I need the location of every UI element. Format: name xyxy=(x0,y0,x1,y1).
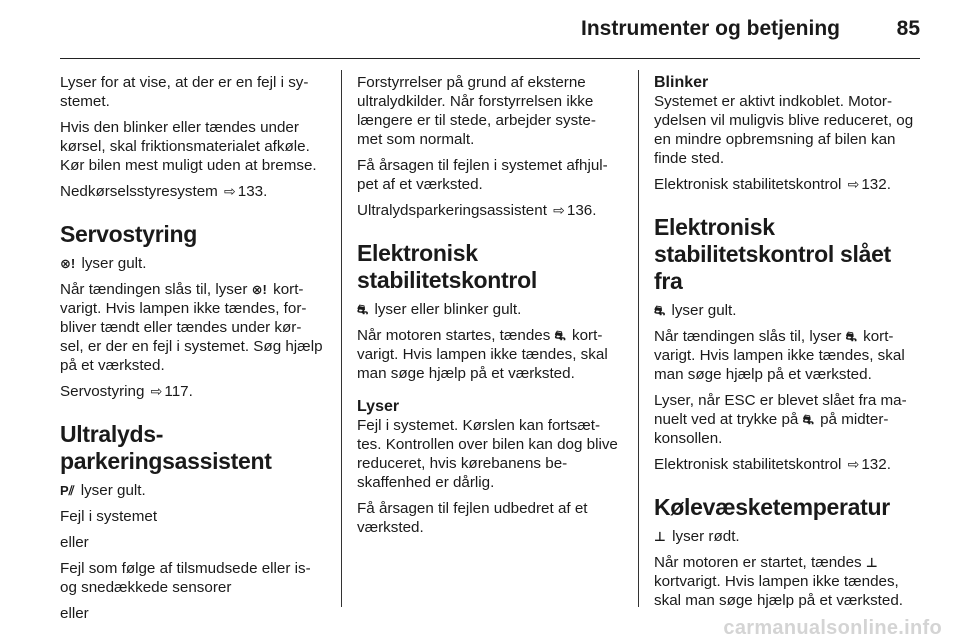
column-divider xyxy=(638,70,639,607)
subsection-heading: Lyser xyxy=(357,398,400,415)
reference-page: 132. xyxy=(861,456,891,473)
section-heading: Ultralyds- parkeringsassistent xyxy=(60,421,272,474)
esc-off-icon: ⛐ xyxy=(845,329,857,344)
esc-icon: ⛐ xyxy=(357,302,369,317)
power-steering-warning-icon: ⊗! xyxy=(251,282,267,297)
cross-reference[interactable] xyxy=(60,182,328,201)
reference-page: 136. xyxy=(566,202,597,219)
paragraph: Når motoren startes, tændes ⛐ kort- varigt. Hvis lampen ikke tændes, skal man søge hjælp på et værksted. xyxy=(357,327,608,382)
esc-icon: ⛐ xyxy=(554,328,566,343)
cross-reference[interactable] xyxy=(60,382,328,401)
reference-page: 132. xyxy=(861,176,891,193)
section-heading: Kølevæsketemperatur xyxy=(654,494,890,520)
indicator-line xyxy=(357,300,625,319)
page-number: 85 xyxy=(896,17,920,40)
coolant-temperature-icon: ⊥ xyxy=(654,529,666,544)
subsection-heading: Blinker xyxy=(654,74,709,91)
paragraph: eller xyxy=(60,534,89,551)
paragraph: Få årsagen til fejlen udbedret af et værksted. xyxy=(357,500,588,536)
paragraph: eller xyxy=(60,605,89,622)
column-left xyxy=(60,73,328,630)
parking-assist-icon: P⫽ xyxy=(60,483,75,498)
chapter-title: Instrumenter og betjening xyxy=(580,17,840,40)
cross-reference[interactable] xyxy=(357,201,625,220)
paragraph: Når tændingen slås til, lyser ⊗! kort- varigt. Hvis lampen ikke tændes, for- bliver tændt eller tændes under kør- sel, er der en fejl i systemet. Søg hjælp på et værksted. xyxy=(60,281,323,374)
paragraph: Hvis den blinker eller tændes under kørsel, skal friktionsmaterialet afkøle. Kør bilen mest muligt uden at bremse. xyxy=(60,119,317,174)
reference-label: Elektronisk stabilitetskontrol xyxy=(654,456,842,473)
column-right xyxy=(654,73,922,617)
esc-off-icon: ⛐ xyxy=(802,412,814,427)
paragraph: Lyser for at vise, at der er en fejl i sy- stemet. xyxy=(60,74,309,110)
coolant-temperature-icon: ⊥ xyxy=(865,555,878,570)
paragraph: Når motoren er startet, tændes ⊥ kortvarigt. Hvis lampen ikke tændes, skal man søge hjælp på et værksted. xyxy=(654,554,904,609)
section-heading: Elektronisk stabilitetskontrol slået fra xyxy=(654,214,891,294)
paragraph: Fejl som følge af tilsmudsede eller is- og snedækkede sensorer xyxy=(60,560,311,596)
indicator-line xyxy=(654,527,922,546)
indicator-line xyxy=(60,254,328,273)
indicator-status: lyser gult. xyxy=(671,302,737,319)
paragraph: Når tændingen slås til, lyser ⛐ kort- varigt. Hvis lampen ikke tændes, skal man søge hjælp på et værksted. xyxy=(654,328,905,383)
paragraph: Systemet er aktivt indkoblet. Motor- ydelsen vil muligvis blive reduceret, og en mindre opbremsning af bilen kan finde sted. xyxy=(654,93,914,167)
reference-label: Elektronisk stabilitetskontrol xyxy=(654,176,842,193)
arrow-icon: ⇨ xyxy=(847,456,860,472)
indicator-status: lyser rødt. xyxy=(672,528,740,545)
indicator-status: lyser gult. xyxy=(80,482,146,499)
watermark: carmanualsonline.info xyxy=(723,617,942,639)
reference-page: 133. xyxy=(237,183,268,200)
column-middle xyxy=(357,73,625,544)
page-header xyxy=(60,0,920,59)
reference-label: Ultralydsparkeringsassistent xyxy=(357,202,547,219)
section-heading: Elektronisk stabilitetskontrol xyxy=(357,240,537,293)
indicator-status: lyser gult. xyxy=(81,255,147,272)
reference-label: Servostyring xyxy=(60,383,145,400)
arrow-icon: ⇨ xyxy=(847,176,860,192)
arrow-icon: ⇨ xyxy=(150,383,163,399)
paragraph: Fejl i systemet. Kørslen kan fortsæt- tes. Kontrollen over bilen kan dog blive reduceret, hvis kørebanens be- skaffenhed er dårlig. xyxy=(357,417,618,491)
paragraph: Fejl i systemet xyxy=(60,508,158,525)
column-divider xyxy=(341,70,342,607)
indicator-line xyxy=(654,301,922,320)
paragraph: Forstyrrelser på grund af eksterne ultralydkilder. Når forstyrrelsen ikke længere er til stede, arbejder syste- met som normalt. xyxy=(357,74,596,148)
power-steering-warning-icon: ⊗! xyxy=(60,256,76,271)
indicator-status: lyser eller blinker gult. xyxy=(374,301,522,318)
cross-reference[interactable] xyxy=(654,175,922,194)
reference-label: Nedkørselsstyresystem xyxy=(60,183,218,200)
esc-off-icon: ⛐ xyxy=(654,303,666,318)
cross-reference[interactable] xyxy=(654,455,922,474)
paragraph: Få årsagen til fejlen i systemet afhjul- pet af et værksted. xyxy=(357,157,608,193)
section-heading: Servostyring xyxy=(60,221,198,247)
paragraph: Lyser, når ESC er blevet slået fra ma- nuelt ved at trykke på ⛐ på midter- konsollen. xyxy=(654,392,907,447)
indicator-line xyxy=(60,481,328,500)
reference-page: 117. xyxy=(164,383,193,400)
arrow-icon: ⇨ xyxy=(553,202,565,218)
arrow-icon: ⇨ xyxy=(224,183,236,199)
